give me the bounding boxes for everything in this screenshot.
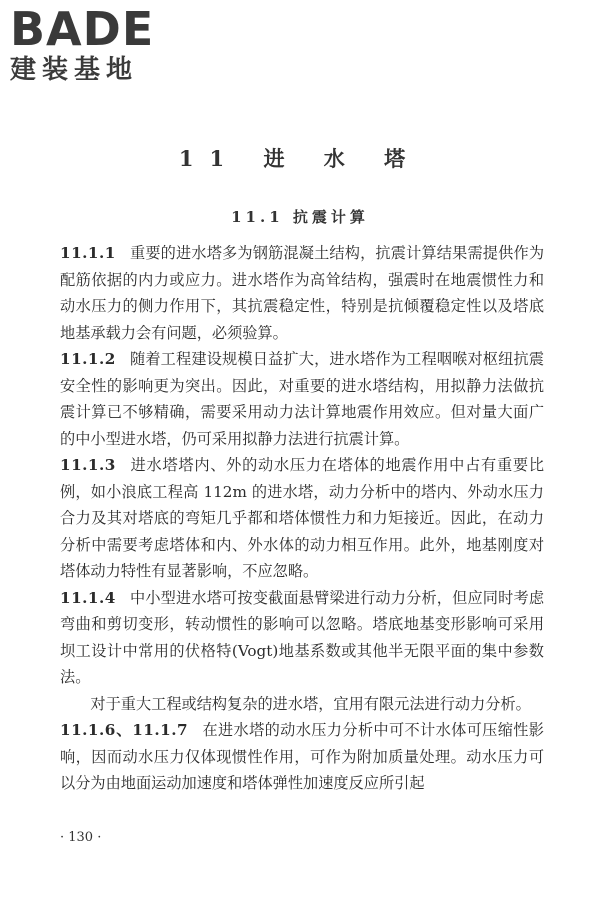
paragraph-text: 中小型进水塔可按变截面悬臂梁进行动力分析，但应同时考虑弯曲和剪切变形，转动惯性的影响可以忽略。塔底地基变形影响可采用坝工设计中常用的伏格特(Vogt)地基系数或其他半无限平面的集中参数法。 [60,588,544,686]
clause-number: 11.1.2 [60,350,116,368]
logo-wordmark: BADE [10,2,155,56]
clause-number: 11.1.4 [60,588,116,607]
page-number: · 130 · [60,830,102,845]
paragraph-11-1-2 [60,346,544,452]
body-text [60,240,544,797]
clause-number: 11.1.1 [60,244,116,262]
paragraph-text: 进水塔塔内、外的动水压力在塔体的地震作用中占有重要比例，如小浪底工程高 112m 的进水塔，动力分析中的塔内、外动水压力合力及其对塔底的弯矩几乎都和塔体惯性力和力矩接近。因此，在动力分析中需要考虑塔体和内、外水体的动力相互作用。此外，地基刚度对塔体动力特性有显著影响，不应忽略。 [60,456,544,580]
clause-number: 11.1.3 [60,456,116,474]
paragraph-text: 随着工程建设规模日益扩大，进水塔作为工程咽喉对枢纽抗震安全性的影响更为突出。因此，对重要的进水塔结构，用拟静力法做抗震计算已不够精确，需要采用动力法计算地震作用效应。但对量大面广的中小型进水塔，仍可采用拟静力法进行抗震计算。 [60,350,544,448]
clause-number: 11.1.6、11.1.7 [60,721,189,739]
paragraph-text: 重要的进水塔多为钢筋混凝土结构，抗震计算结果需提供作为配筋依据的内力或应力。进水塔作为高耸结构，强震时在地震惯性力和动水压力的侧力作用下，其抗震稳定性，特别是抗倾覆稳定性以及塔底地基承载力会有问题，必须验算。 [60,244,544,342]
paragraph-11-1-3 [60,452,544,585]
paragraph-continuation [60,691,544,718]
logo [10,2,175,86]
paragraph-text: 对于重大工程或结构复杂的进水塔，宜用有限元法进行动力分析。 [90,694,531,713]
paragraph-11-1-6-7 [60,717,544,797]
section-title: 11.1 抗震计算 [231,208,369,226]
paragraph-11-1-1 [60,240,544,346]
logo-subtitle: 建装基地 [10,55,139,85]
paragraph-11-1-4 [60,585,544,691]
paragraph-text: 在进水塔的动水压力分析中可不计水体可压缩性影响，因而动水压力仅体现惯性作用，可作为附加质量处理。动水压力可以分为由地面运动加速度和塔体弹性加速度反应所引起 [60,721,544,792]
chapter-title: 11 进 水 塔 [178,146,422,171]
